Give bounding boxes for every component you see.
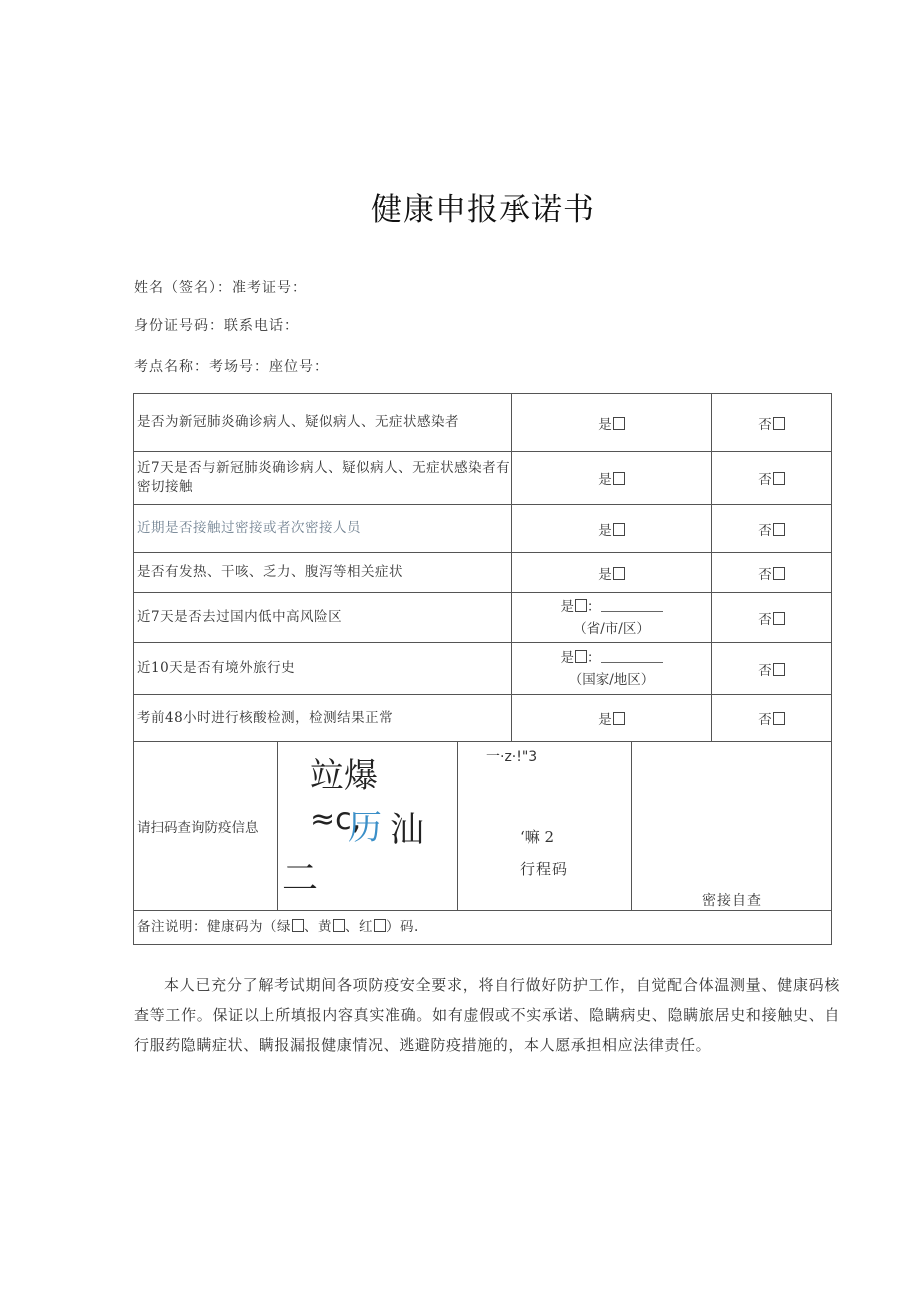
yes-option[interactable] — [512, 505, 712, 553]
question-text: 近7天是否与新冠肺炎确诊病人、疑似病人、无症状感染者有密切接触 — [134, 452, 512, 505]
yes-colon: ： — [587, 649, 601, 666]
declaration-table — [133, 393, 832, 945]
no-option[interactable] — [712, 452, 832, 505]
pledge-paragraph: 本人已充分了解考试期间各项防疫安全要求，将自行做好防护工作，自觉配合体温测量、健康码核查等工作。保证以上所填报内容真实准确。如有虚假或不实承诺、隐瞒病史、隐瞒旅居史和接触史、自行服药隐瞒症状、瞒报漏报健康情况、逃避防疫措施的，本人愿承担相应法律责任。 — [134, 976, 840, 1054]
page-title: 健康申报承诺书 — [371, 192, 595, 228]
remark-cell — [134, 911, 832, 945]
remark-prefix: 备注说明：健康码为（绿 — [137, 919, 291, 935]
question-row — [134, 553, 832, 593]
yes-label: 是 — [598, 472, 612, 488]
region-hint: （国家/地区） — [568, 671, 655, 688]
region-hint: （省/市/区） — [573, 620, 650, 637]
question-row — [134, 593, 832, 643]
code-glyph-blue: 历 — [348, 808, 382, 848]
checkbox-icon[interactable] — [773, 663, 785, 676]
checkbox-icon[interactable] — [773, 472, 785, 485]
yellow-checkbox-icon[interactable] — [333, 919, 345, 932]
yes-colon: ： — [587, 598, 601, 615]
info-line-id: 身份证号码：联系电话： — [134, 318, 299, 334]
checkbox-icon[interactable] — [773, 567, 785, 580]
no-option[interactable] — [712, 394, 832, 452]
checkbox-icon[interactable] — [773, 712, 785, 725]
question-row — [134, 452, 832, 505]
close-contact-check-cell[interactable] — [632, 742, 832, 911]
question-row — [134, 643, 832, 695]
checkbox-icon[interactable] — [613, 567, 625, 580]
question-text: 考前48小时进行核酸检测，检测结果正常 — [134, 695, 512, 742]
code-glyph: 竝爆 — [310, 756, 378, 796]
trip-code-label: 行程码 — [520, 860, 569, 878]
checkbox-icon[interactable] — [773, 612, 785, 625]
yes-option[interactable] — [512, 593, 712, 643]
no-option[interactable] — [712, 505, 832, 553]
yes-label: 是 — [598, 522, 612, 539]
checkbox-icon[interactable] — [773, 523, 785, 536]
question-row — [134, 394, 832, 452]
checkbox-icon[interactable] — [575, 599, 587, 612]
checkbox-icon[interactable] — [613, 712, 625, 725]
no-label: 否 — [758, 416, 772, 433]
info-line-venue: 考点名称：考场号：座位号： — [134, 359, 329, 375]
yes-label: 是 — [560, 649, 575, 666]
remark-sep: 、黄 — [304, 919, 332, 935]
remark-suffix: ）码. — [386, 919, 419, 935]
yes-label: 是 — [560, 598, 575, 615]
codes-label: 请扫码查询防疫信息 — [134, 742, 278, 911]
question-text: 是否为新冠肺炎确诊病人、疑似病人、无症状感染者 — [134, 394, 512, 452]
yes-label: 是 — [598, 416, 612, 433]
no-option[interactable] — [712, 553, 832, 593]
no-label: 否 — [758, 662, 772, 679]
yes-label: 是 — [598, 712, 612, 728]
region-blank-line[interactable] — [601, 599, 663, 612]
question-row — [134, 505, 832, 553]
no-label: 否 — [758, 611, 772, 628]
no-label: 否 — [758, 712, 772, 728]
no-label: 否 — [758, 472, 772, 488]
code-glyph: 一·z·!"3 — [486, 749, 538, 765]
region-blank-line[interactable] — [601, 650, 663, 663]
yes-option[interactable] — [512, 452, 712, 505]
code-glyph: 二 — [282, 858, 319, 899]
checkbox-icon[interactable] — [613, 417, 625, 430]
yes-option[interactable] — [512, 553, 712, 593]
green-checkbox-icon[interactable] — [292, 919, 304, 932]
question-text: 是否有发热、干咳、乏力、腹泻等相关症状 — [134, 553, 512, 593]
remark-sep: 、红 — [345, 919, 373, 935]
remark-row — [134, 911, 832, 945]
yes-label: 是 — [598, 566, 612, 583]
checkbox-icon[interactable] — [773, 417, 785, 430]
checkbox-icon[interactable] — [613, 523, 625, 536]
no-label: 否 — [758, 522, 772, 539]
health-code-cell[interactable] — [278, 742, 458, 911]
close-contact-label: 密接自查 — [702, 893, 763, 909]
codes-row — [134, 742, 832, 911]
yes-option[interactable] — [512, 695, 712, 742]
red-checkbox-icon[interactable] — [374, 919, 386, 932]
info-line-name: 姓名（签名）：准考证号： — [134, 280, 307, 296]
trip-code-cell[interactable] — [458, 742, 632, 911]
question-text: 近期是否接触过密接或者次密接人员 — [134, 505, 512, 553]
yes-option[interactable] — [512, 394, 712, 452]
checkbox-icon[interactable] — [613, 472, 625, 485]
yes-option[interactable] — [512, 643, 712, 695]
code-glyph: 汕 — [390, 810, 424, 850]
no-label: 否 — [758, 566, 772, 583]
question-text: 近10天是否有境外旅行史 — [134, 643, 512, 695]
no-option[interactable] — [712, 643, 832, 695]
question-row — [134, 695, 832, 742]
no-option[interactable] — [712, 593, 832, 643]
code-glyph: ≈c, — [310, 802, 362, 837]
checkbox-icon[interactable] — [575, 650, 587, 663]
no-option[interactable] — [712, 695, 832, 742]
code-glyph: ‘嘛 2 — [520, 828, 555, 846]
question-text: 近7天是否去过国内低中高风险区 — [134, 593, 512, 643]
